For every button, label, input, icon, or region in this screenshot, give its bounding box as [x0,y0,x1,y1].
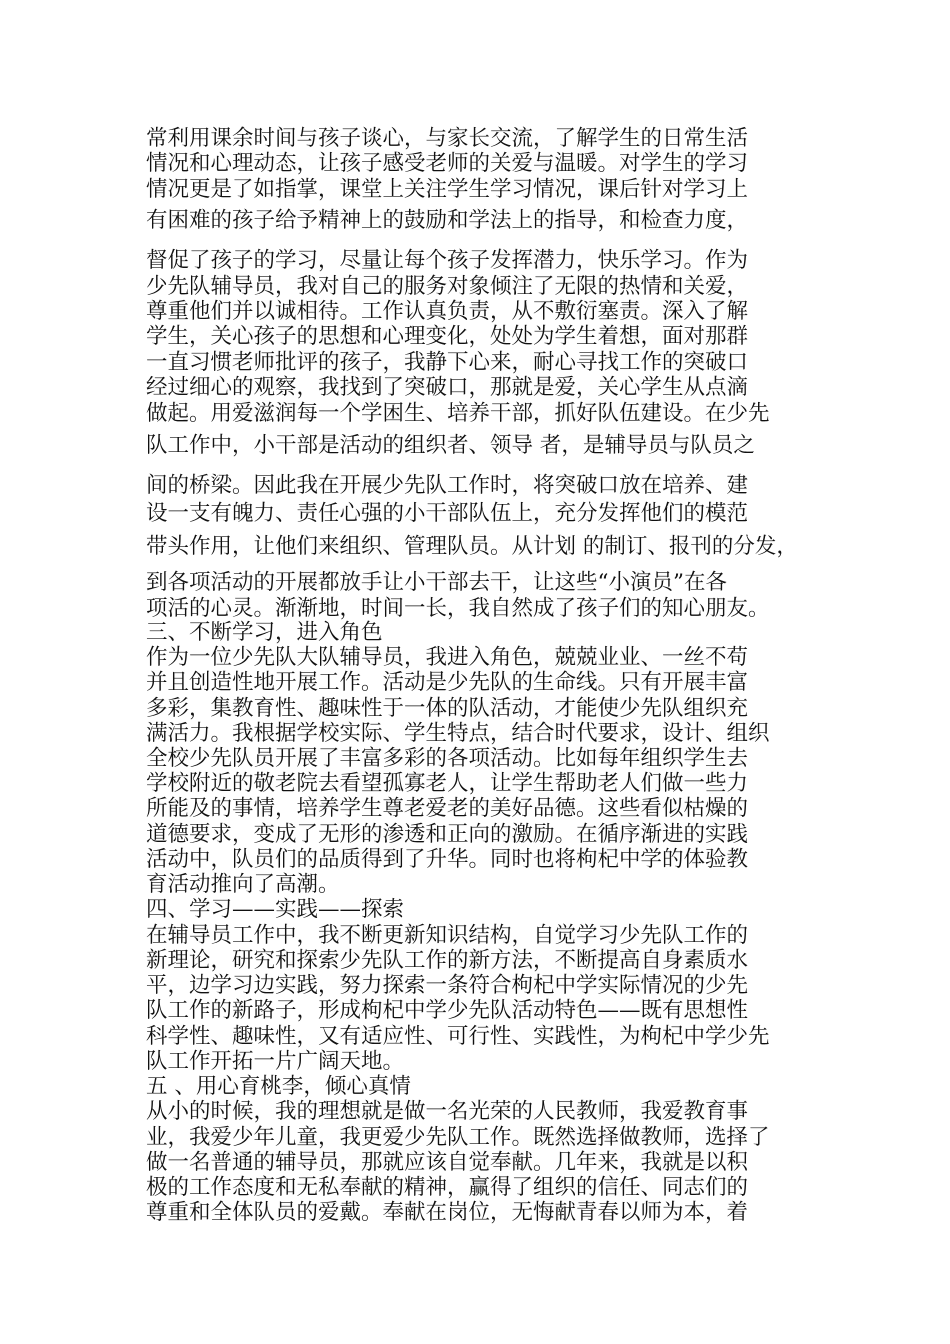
text-line: 新理论，研究和探索少先队工作的新方法，不断提高自身素质水 [146,948,749,973]
text-line: 经过细心的观察，我找到了突破口，那就是爱，关心学生从点滴 [146,375,749,400]
text-line: 队工作的新路子，形成枸杞中学少先队活动特色——既有思想性 [146,998,749,1023]
text-line: 间的桥梁。因此我在开展少先队工作时，将突破口放在培养、建 [146,473,749,498]
text-line: 道德要求，变成了无形的渗透和正向的激励。在循序渐进的实践 [146,822,749,847]
text-line: 多彩，集教育性、趣味性于一体的队活动，才能使少先队组织充 [146,696,749,721]
section-heading: 三、不断学习，进入角色 [146,620,383,645]
text-line: 全校少先队员开展了丰富多彩的各项活动。比如每年组织学生去 [146,746,749,771]
text-line: 平，边学习边实践，努力探索一条符合枸杞中学实际情况的少先 [146,973,749,998]
text-line: 带头作用，让他们来组织、管理队员。从计划 的制订、报刊的分发， [146,534,798,559]
text-line: 作为一位少先队大队辅导员，我进入角色，兢兢业业、一丝不苟 [146,645,749,670]
section-heading: 五 、用心育桃李，倾心真情 [146,1074,411,1099]
text-line: 育活动推向了高潮。 [146,872,340,897]
text-line: 队工作开拓一片广阔天地。 [146,1049,405,1074]
text-line: 到各项活动的开展都放手让小干部去干，让这些“小演员”在各 [146,570,727,595]
text-line: 从小的时候，我的理想就是做一名光荣的人民教师，我爱教育事 [146,1099,749,1124]
text-line: 所能及的事情，培养学生尊老爱老的美好品德。这些看似枯燥的 [146,796,749,821]
text-line: 一直习惯老师批评的孩子，我静下心来，耐心寻找工作的突破口 [146,350,749,375]
text-line: 情况更是了如指掌，课堂上关注学生学习情况，课后针对学习上 [146,177,749,202]
text-line: 少先队辅导员，我对自己的服务对象倾注了无限的热情和关爱， [146,274,749,299]
text-line: 尊重和全体队员的爱戴。奉献在岗位，无悔献青春以师为本，着 [146,1200,749,1225]
text-line: 督促了孩子的学习，尽量让每个孩子发挥潜力，快乐学习。作为 [146,248,749,273]
text-line: 业，我爱少年儿童，我更爱少先队工作。既然选择做教师，选择了 [146,1125,770,1150]
text-line: 队工作中，小干部是活动的组织者、领导 者，是辅导员与队员之 [146,433,755,458]
text-line: 设一支有魄力、责任心强的小干部队伍上，充分发挥他们的模范 [146,501,749,526]
text-line: 满活力。我根据学校实际、学生特点，结合时代要求，设计、组织 [146,721,770,746]
text-line: 在辅导员工作中，我不断更新知识结构，自觉学习少先队工作的 [146,923,749,948]
text-line: 活动中，队员们的品质得到了升华。同时也将枸杞中学的体验教 [146,847,749,872]
text-line: 做一名普通的辅导员，那就应该自觉奉献。几年来，我就是以积 [146,1150,749,1175]
section-heading: 四、学习——实践——探索 [146,897,405,922]
text-line: 项活的心灵。渐渐地，时间一长，我自然成了孩子们的知心朋友。 [146,596,770,621]
text-line: 并且创造性地开展工作。活动是少先队的生命线。只有开展丰富 [146,670,749,695]
text-line: 常利用课余时间与孩子谈心，与家长交流，了解学生的日常生活 [146,126,749,151]
text-line: 情况和心理动态，让孩子感受老师的关爱与温暖。对学生的学习 [146,151,749,176]
text-line: 学校附近的敬老院去看望孤寡老人，让学生帮助老人们做一些力 [146,771,749,796]
text-line: 尊重他们并以诚相待。工作认真负责，从不敷衍塞责。深入了解 [146,299,749,324]
text-line: 极的工作态度和无私奉献的精神，赢得了组织的信任、同志们的 [146,1175,749,1200]
text-line: 做起。用爱滋润每一个学困生、培养干部，抓好队伍建设。在少先 [146,401,770,426]
text-line: 科学性、趣味性，又有适应性、可行性、实践性，为枸杞中学少先 [146,1024,770,1049]
text-line: 有困难的孩子给予精神上的鼓励和学法上的指导，和检查力度， [146,208,749,233]
text-line: 学生，关心孩子的思想和心理变化，处处为学生着想，面对那群 [146,324,749,349]
